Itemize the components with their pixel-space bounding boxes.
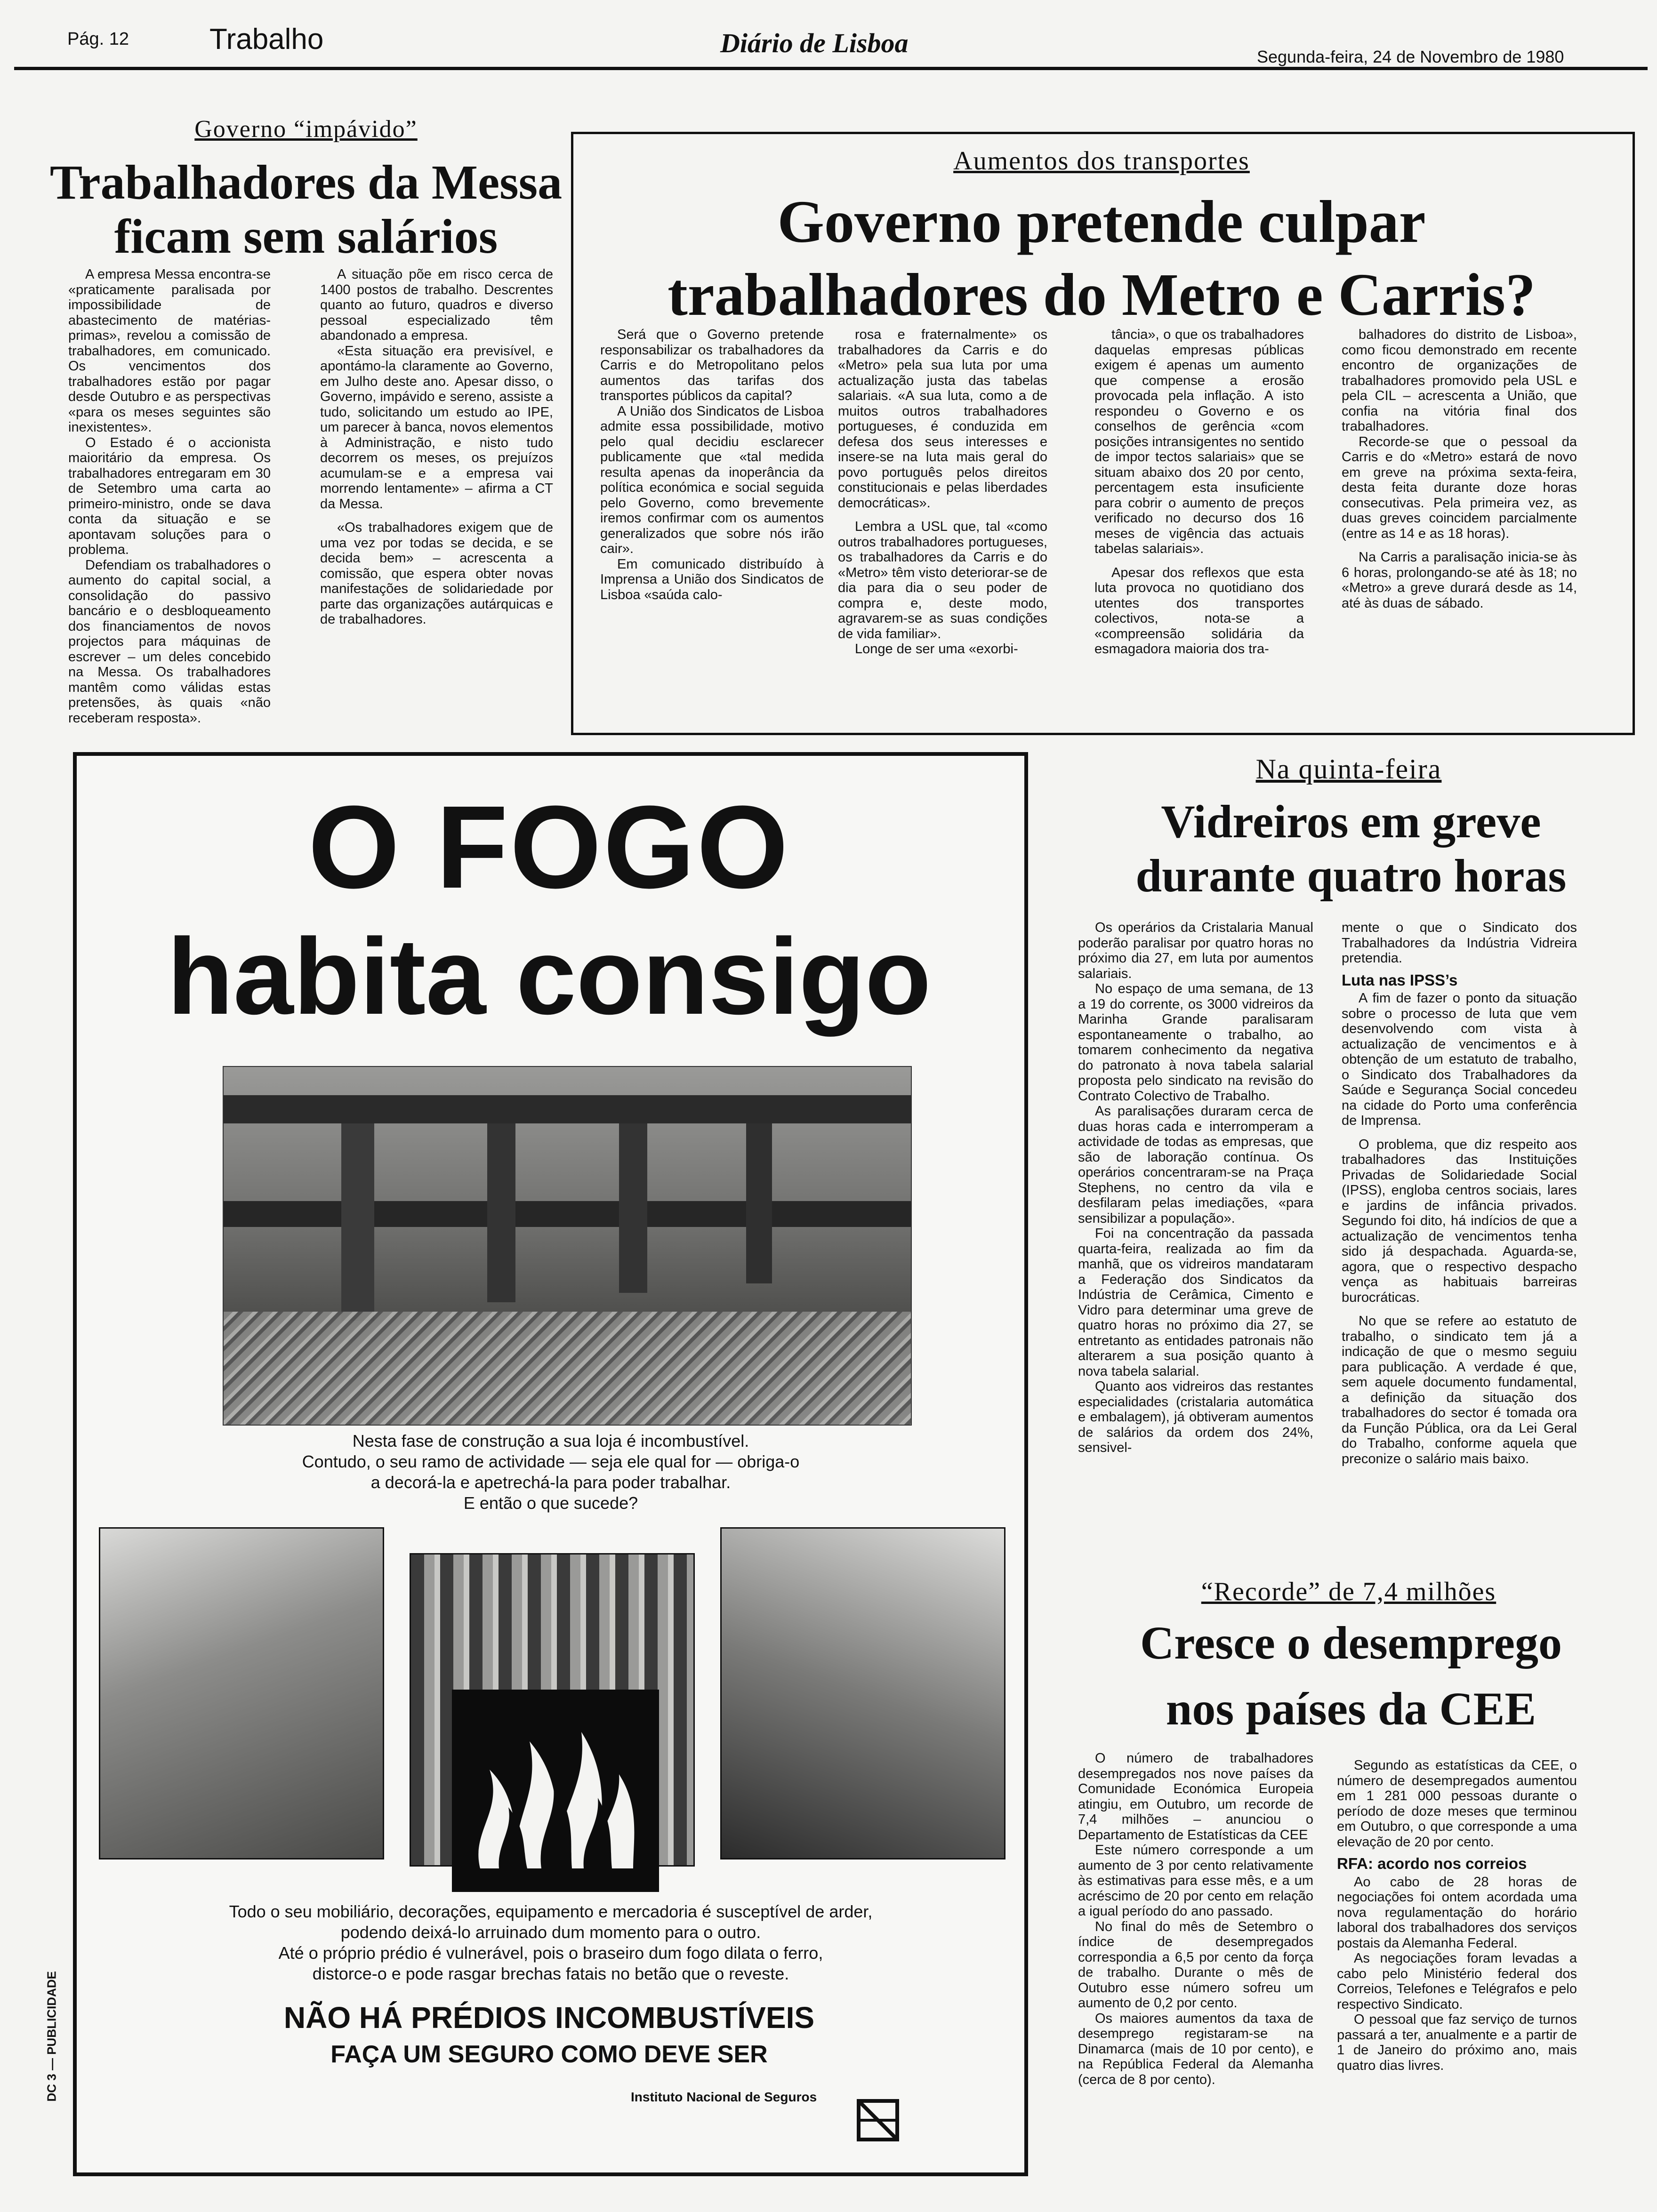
sponsor-logo-icon xyxy=(857,2099,899,2141)
article1-column-2 xyxy=(320,267,553,627)
paragraph: Os maiores aumentos da taxa de desemprego registaram-se na Dinamarca (mais de 10 por cento), e na República Federal da Alemanha (cerca de 8 por cento). xyxy=(1078,2011,1313,2087)
paragraph: Longe de ser uma «exorbi- xyxy=(855,641,1018,657)
article3-headline-l1: Vidreiros em greve xyxy=(1161,795,1541,848)
article2-column-3 xyxy=(1094,327,1304,657)
paragraph: O Estado é o accionista maioritário da empresa. Os trabalhadores entregaram em 30 de Setembro uma carta ao primeiro-ministro, onde se dava conta da situação e se apontavam soluções para o problema. xyxy=(68,435,271,557)
article4-column-2 xyxy=(1337,1758,1577,2073)
article2-kicker: Aumentos dos transportes xyxy=(953,146,1250,176)
page-number: Pág. 12 xyxy=(67,29,129,49)
ad-copy-line: Nesta fase de construção a sua loja é incombustível. xyxy=(352,1431,749,1451)
article4-headline-l2: nos países da CEE xyxy=(1166,1683,1536,1735)
flame-icon xyxy=(452,1690,659,1892)
article2-headline-l1: Governo pretende culpar xyxy=(777,188,1426,255)
paragraph: As paralisações duraram cerca de duas horas cada e interromperam a actividade de todas as empresas, que são de laboração contínua. Os operários concentraram-se na Praça Stephens, no centro da vila e desfilaram pelas imediações, «para sensibilizar a população». xyxy=(1078,1104,1313,1226)
article4-headline-l1: Cresce o desemprego xyxy=(1140,1617,1562,1669)
photo-column xyxy=(487,1123,515,1302)
article1-kicker: Governo “impávido” xyxy=(194,116,418,143)
paragraph: Apesar dos reflexos que esta luta provoca no quotidiano dos utentes dos transportes colectivos, nota-se a «compreensão solidária da esmagadora maioria dos tra- xyxy=(1094,565,1304,657)
ad-copy-line: distorce-o e pode rasgar brechas fatais no betão que o reveste. xyxy=(312,1964,789,1983)
ad-slogan-1: NÃO HÁ PRÉDIOS INCOMBUSTÍVEIS xyxy=(283,2001,815,2035)
article1-headline-l1: Trabalhadores da Messa xyxy=(49,155,563,209)
ad-side-label: DC 3 — PUBLICIDADE xyxy=(44,1971,59,2102)
paragraph: «Os trabalhadores exigem que de uma vez por todas se decida, e se decida bem» – acrescenta a comissão, que espera obter novas manifestações de solidariedade por parte das organizações autárquicas e de trabalhadores. xyxy=(320,520,553,627)
paragraph: Lembra a USL que, tal «como outros trabalhadores portugueses, os trabalhadores da Carris e do «Metro» têm visto deteriorar-se de dia para dia o seu poder de compra e, deste modo, agravarem-se as suas condições de vida familiar». xyxy=(838,519,1047,641)
section-title: Trabalho xyxy=(209,23,324,56)
article3-subhead: Luta nas IPSS’s xyxy=(1342,971,1458,989)
photo-floor-slab xyxy=(224,1095,911,1123)
shop-photo-left xyxy=(99,1527,384,1859)
issue-date: Segunda-feira, 24 de Novembro de 1980 xyxy=(1257,47,1564,66)
article3-column-1 xyxy=(1078,920,1313,1456)
masthead: Diário de Lisboa xyxy=(720,28,909,58)
ad-title-line-2: habita consigo xyxy=(167,916,931,1037)
ad-sponsor: Instituto Nacional de Seguros xyxy=(631,2090,817,2104)
paragraph: Os operários da Cristalaria Manual poderão paralisar por quatro horas no próximo dia 27, em luta por aumentos salariais. xyxy=(1078,920,1313,981)
ad-copy-line: Todo o seu mobiliário, decorações, equipamento e mercadoria é susceptível de arder, xyxy=(229,1902,873,1921)
paragraph: rosa e fraternalmente» os trabalhadores da Carris e do «Metro» pela sua luta por uma actualização justa das tabelas salariais. «A sua luta, como a de muitos outros trabalhadores portugueses, é conduzida em defesa dos seus interesses e insere-se na luta mais geral do povo português pelos direitos constitucionais e pelas liberdades democráticas». xyxy=(838,327,1047,511)
photo-column xyxy=(341,1123,374,1321)
paragraph: balhadores do distrito de Lisboa», como ficou demonstrado em recente encontro de organizações de trabalhadores promovido pela USL e pela CIL – acrescenta a União, que confia na vitória final dos trabalhadores. xyxy=(1342,327,1577,434)
construction-photo xyxy=(223,1066,912,1426)
paragraph: No espaço de uma semana, de 13 a 19 do corrente, os 3000 vidreiros da Marinha Grande paralisaram espontaneamente o trabalho, ao tomarem conhecimento da negativa do patronato à nova tabela salarial proposta pelo sindicato na revisão do Contrato Colectivo de Trabalho. xyxy=(1078,981,1313,1104)
article3-column-2 xyxy=(1342,920,1577,1467)
ad-copy-line: Contudo, o seu ramo de actividade — seja ele qual for — obriga-o xyxy=(302,1452,800,1471)
paragraph: Ao cabo de 28 horas de negociações foi ontem acordada uma nova regulamentação do horário laboral dos trabalhadores dos serviços postais da Alemanha Federal. xyxy=(1337,1874,1577,1951)
article4-column-1 xyxy=(1078,1751,1313,2087)
paragraph: Defendiam os trabalhadores o aumento do capital social, a consolidação do passivo bancário e o desbloqueamento dos financiamentos de novos projectos para máquinas de escrever – um deles concebido na Messa. Os trabalhadores mantêm como válidas estas pretensões, às quais «não receberam resposta». xyxy=(68,557,271,726)
paragraph: Segundo as estatísticas da CEE, o número de desempregados aumentou em 1 281 000 pessoas durante o período de doze meses que terminou em Outubro, o que corresponde a uma elevação de 20 por cento. xyxy=(1337,1758,1577,1850)
paragraph: mente o que o Sindicato dos Trabalhadores da Indústria Vidreira pretendia. xyxy=(1342,920,1577,966)
paragraph: Em comunicado distribuído à Imprensa a União dos Sindicatos de Lisboa «saúda calo- xyxy=(600,556,824,602)
paragraph: Quanto aos vidreiros das restantes especialidades (cristalaria automática e embalagem), já obtiveram aumentos de salários da ordem dos 24%, sensivel- xyxy=(1078,1379,1313,1455)
photo-floor-slab xyxy=(224,1201,911,1227)
article4-kicker: “Recorde” de 7,4 milhões xyxy=(1201,1577,1496,1606)
header-rule xyxy=(14,67,1648,70)
paragraph: O número de trabalhadores desempregados nos nove países da Comunidade Económica Europeia atingiu, em Outubro, um recorde de 7,4 milhões – anunciou o Departamento de Estatísticas da CEE xyxy=(1078,1751,1313,1843)
ad-slogan-2: FAÇA UM SEGURO COMO DEVE SER xyxy=(330,2041,768,2068)
paragraph: O problema, que diz respeito aos trabalhadores das Instituições Privadas de Solidariedade Social (IPSS), engloba centros sociais, lares e jardins de infância privados. Segundo foi dito, há indícios de que a actualização de vencimentos tenha sido já despachada. Aguarda-se, agora, que o respectivo despacho vença as habituais barreiras burocráticas. xyxy=(1342,1137,1577,1305)
ad-copy-1 xyxy=(141,1431,960,1514)
article2-column-1 xyxy=(600,327,824,602)
ad-copy-line: E então o que sucede? xyxy=(463,1493,638,1513)
article2-column-2 xyxy=(838,327,1047,657)
paragraph: A fim de fazer o ponto da situação sobre o processo de luta que vem desenvolvendo com vista à actualização de vencimentos e à obtenção de um estatuto de trabalho, o Sindicato dos Trabalhadores da Saúde e Segurança Social concedeu na cidade do Porto uma conferência de Imprensa. xyxy=(1342,991,1577,1128)
article2-headline-l2: trabalhadores do Metro e Carris? xyxy=(668,261,1536,328)
photo-column xyxy=(619,1123,647,1293)
paragraph: «Esta situação era previsível, e apontámo-la claramente ao Governo, em Julho deste ano. Apesar disso, o Governo, impávido e sereno, assiste a tudo, solicitando um estudo ao IPE, um parecer à banca, novos elementos à Administração, e nisto tudo decorrem os meses, os prejuízos acumulam-se e a empresa vai morrendo lentamente» – afirma a CT da Messa. xyxy=(320,343,553,512)
article2-column-4 xyxy=(1342,327,1577,611)
ad-copy-line: a decorá-la e apetrechá-la para poder trabalhar. xyxy=(370,1473,731,1492)
paragraph: A União dos Sindicatos de Lisboa admite essa possibilidade, motivo pelo qual decidiu esclarecer publicamente que «tal medida resulta apenas da inoperância da política económica e social seguida pelo Governo, como brevemente iremos confirmar com os aumentos generalizados que sobre nós irão cair». xyxy=(600,403,824,556)
article3-headline-l2: durante quatro horas xyxy=(1135,850,1567,902)
paragraph: No que se refere ao estatuto de trabalho, o sindicato tem já a indicação de que o mesmo seguiu para publicação. A verdade é que, sem aquele documento fundamental, a definição da situação dos trabalhadores do sector é tomada ora da Função Pública, ora da Lei Geral do Trabalho, conforme aquela que preconize o salário mais baixo. xyxy=(1342,1314,1577,1467)
article1-column-1 xyxy=(68,267,271,726)
paragraph: tância», o que os trabalhadores daquelas empresas públicas exigem é apenas um aumento que compense a erosão provocada pela inflação. A isto respondeu o Governo e os conselhos de gerência «com posições intransigentes no sentido de impor tectos salariais» que se situam abaixo dos 20 por cento, percentagem esta insuficiente para cobrir o aumento de preços verificado no decurso dos 16 meses de vigência das actuais tabelas salariais». xyxy=(1094,327,1304,556)
paragraph: Recorde-se que o pessoal da Carris e do «Metro» estará de novo em greve na próxima sexta-feira, desta feita durante doze horas consecutivas. Pela primeira vez, as duas greves coincidem parcialmente (entre as 14 e as 18 horas). xyxy=(1342,434,1577,541)
article1-headline-l2: ficam sem salários xyxy=(114,209,498,264)
photo-column xyxy=(746,1123,772,1283)
paragraph: A situação põe em risco cerca de 1400 postos de trabalho. Descrentes quanto ao futuro, quadros e diverso pessoal especializado têm abandonado a empresa. xyxy=(320,267,553,343)
paragraph: A empresa Messa encontra-se «praticamente paralisada por impossibilidade de abastecimento de matérias-primas», revelou a comissão de trabalhadores, em comunicado. Os vencimentos dos trabalhadores estão por pagar desde Outubro e as perspectivas «para os meses seguintes são inexistentes». xyxy=(68,267,271,435)
paragraph: Este número corresponde a um aumento de 3 por cento relativamente às estimativas para esse mês, e a um acréscimo de 20 por cento em relação a igual período do ano passado. xyxy=(1078,1843,1313,1919)
paragraph: Na Carris a paralisação inicia-se às 6 horas, prolongando-se até às 18; no «Metro» a greve durará desde as 14, até às duas de sábado. xyxy=(1342,550,1577,611)
ad-copy-2 xyxy=(99,1901,1003,1984)
shop-photo-right xyxy=(720,1527,1005,1859)
ad-copy-line: podendo deixá-lo arruinado dum momento para o outro. xyxy=(340,1923,761,1942)
ad-copy-line: Até o próprio prédio é vulnerável, pois o braseiro dum fogo dilata o ferro, xyxy=(278,1943,823,1963)
photo-rubble xyxy=(224,1312,911,1425)
paragraph: As negociações foram levadas a cabo pelo Ministério federal dos Correios, Telefones e Telégrafos e pelo respectivo Sindicato. xyxy=(1337,1951,1577,2012)
paragraph: O pessoal que faz serviço de turnos passará a ter, anualmente e a partir de 1 de Janeiro do próximo ano, mais quatro dias livres. xyxy=(1337,2012,1577,2073)
paragraph: No final do mês de Setembro o índice de desempregados correspondia a 6,5 por cento da força de trabalho. Durante o mês de Outubro esse número sofreu um aumento de 0,2 por cento. xyxy=(1078,1919,1313,2011)
paragraph: Será que o Governo pretende responsabilizar os trabalhadores da Carris e do Metropolitano pelos aumentos das tarifas dos transportes públicos da capital? xyxy=(600,327,824,403)
paragraph: Foi na concentração da passada quarta-feira, realizada ao fim da manhã, que os vidreiros mandataram a Federação dos Sindicatos da Indústria de Cerâmica, Cimento e Vidro para determinar uma greve de quatro horas no próximo dia 27, se entretanto as entidades patronais não alterarem a sua posição quanto à nova tabela salarial. xyxy=(1078,1226,1313,1379)
article4-subhead: RFA: acordo nos correios xyxy=(1337,1855,1527,1872)
article3-kicker: Na quinta-feira xyxy=(1255,753,1442,785)
ad-title-line-1: O FOGO xyxy=(308,781,790,913)
